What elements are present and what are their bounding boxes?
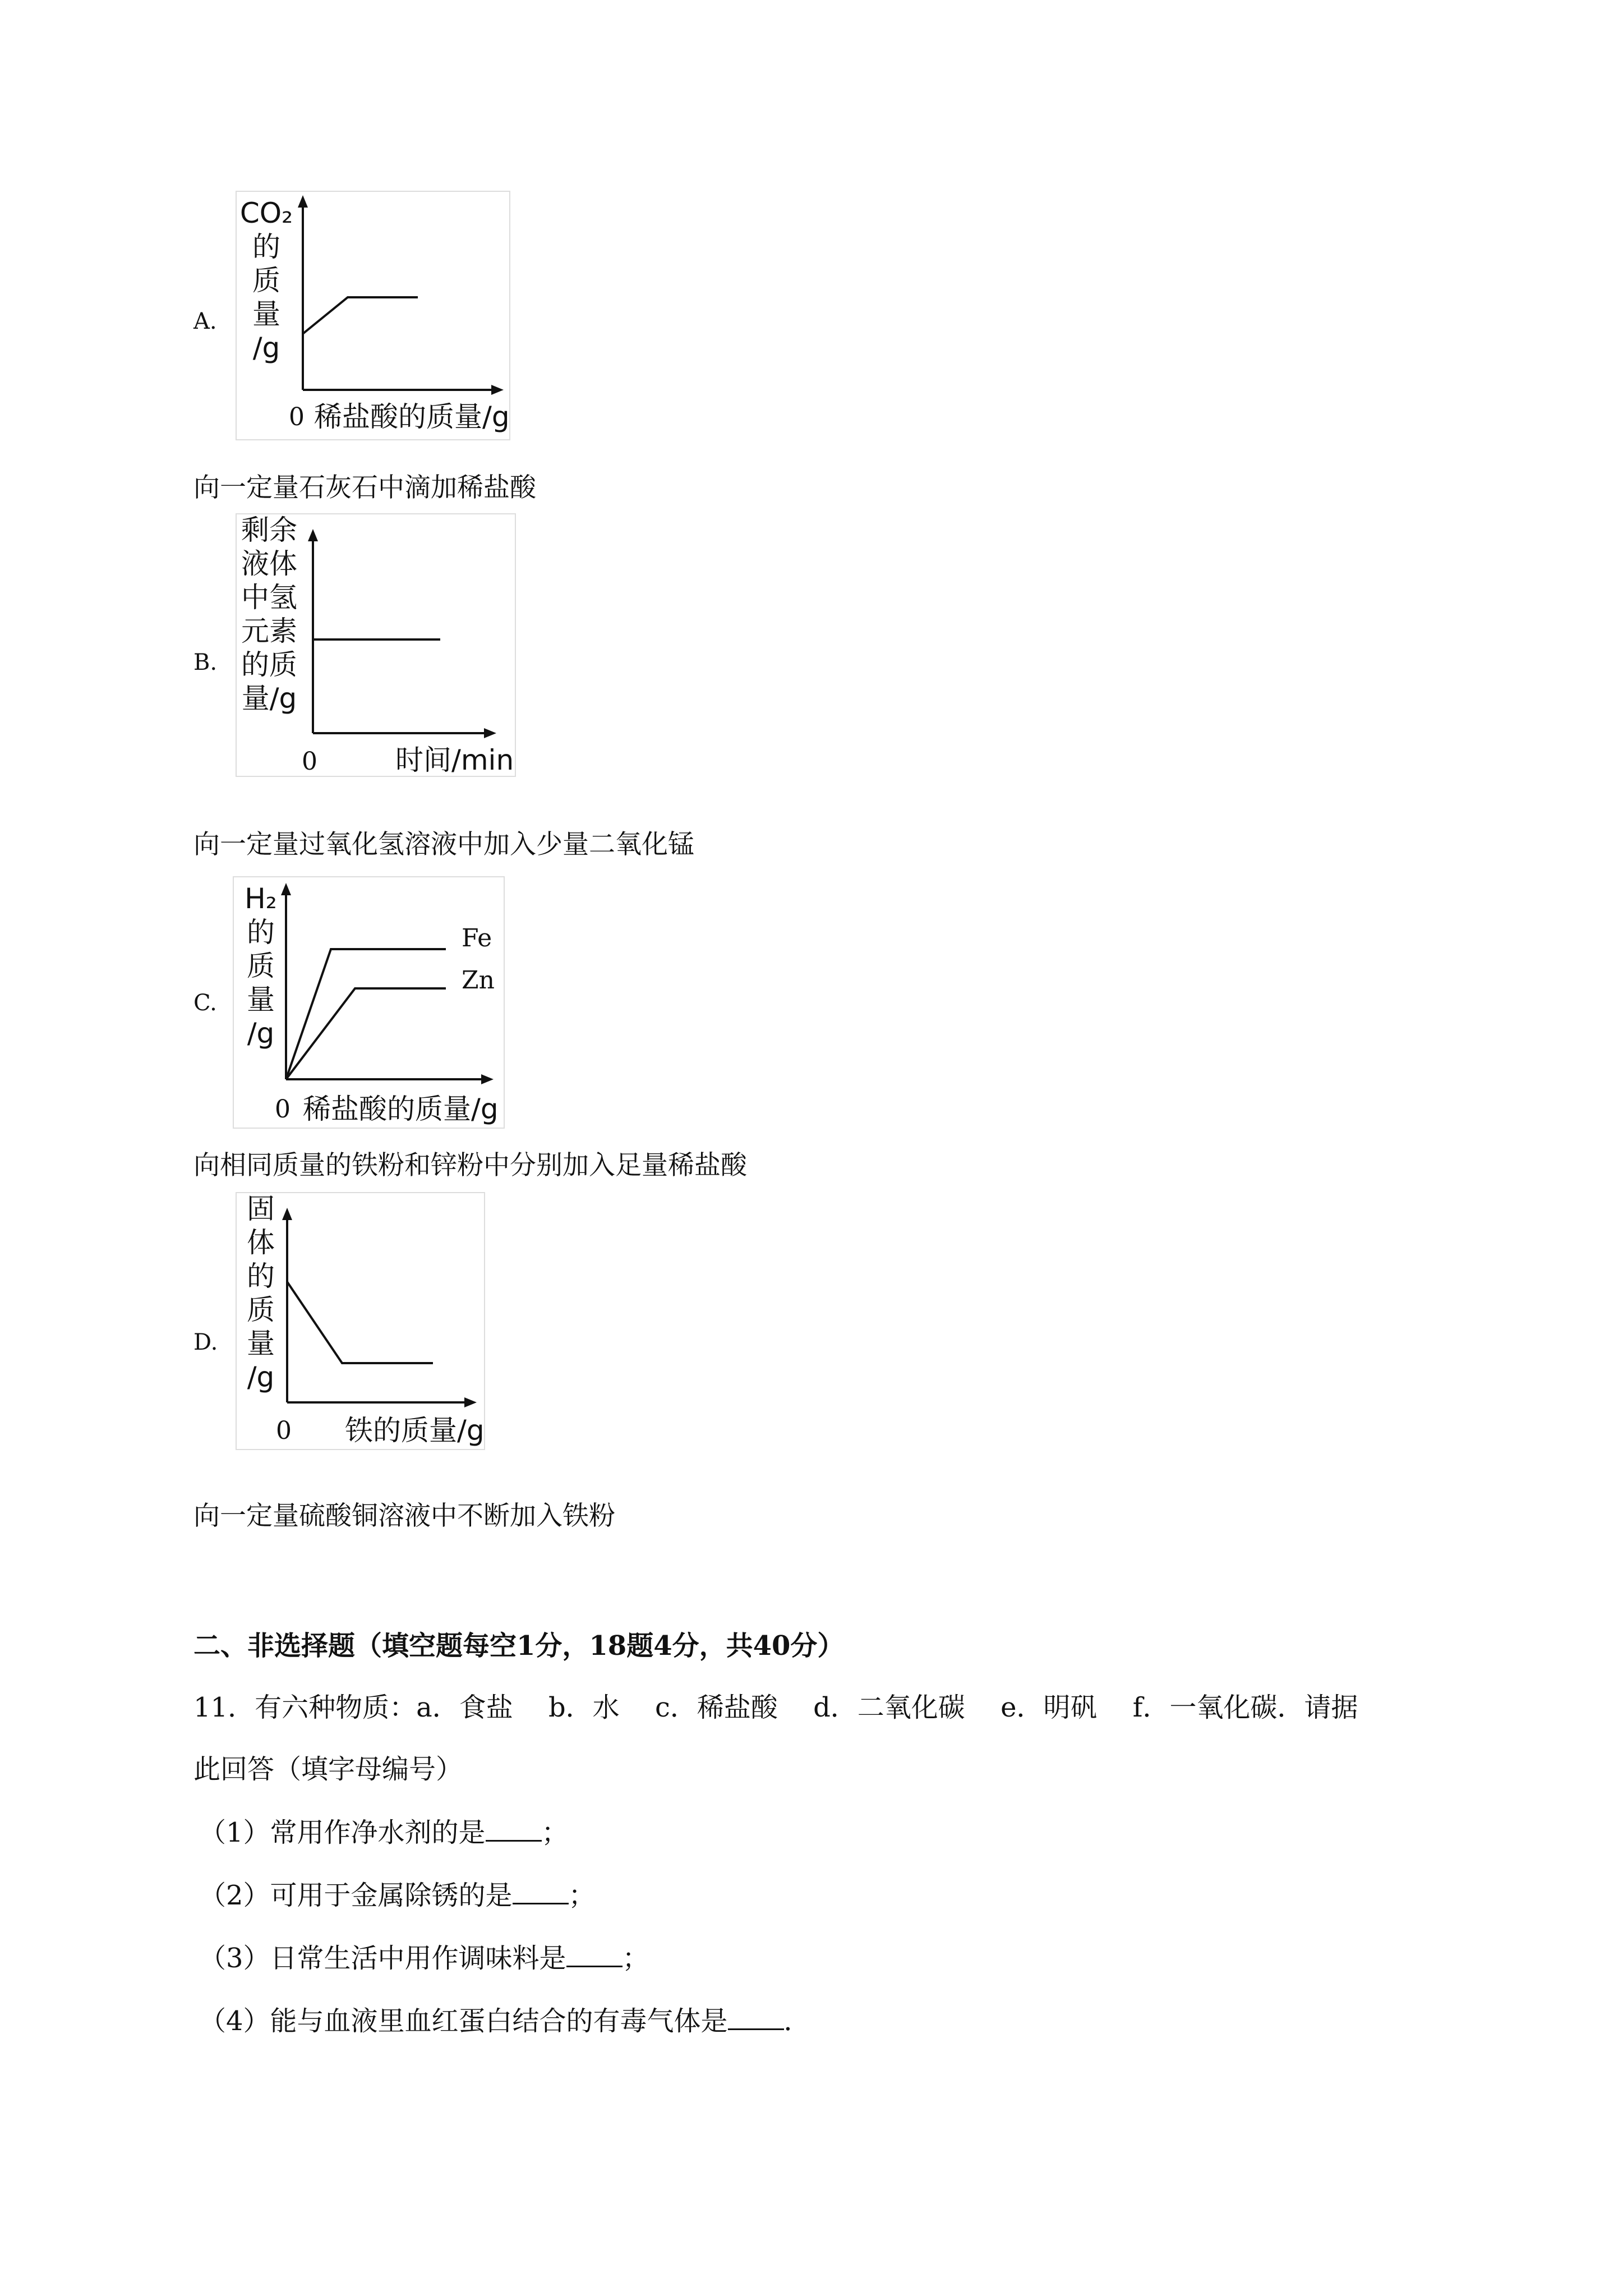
question-item-3: （3）日常生活中用作调味料是 ； bbox=[199, 1936, 649, 1975]
option-a-letter: A. bbox=[193, 309, 217, 334]
option-c-zn-curve bbox=[286, 988, 446, 1079]
option-c-fe-label: Fe bbox=[462, 924, 492, 953]
question-item-4: （4）能与血液里血红蛋白结合的有毒气体是 ． bbox=[199, 1999, 811, 2038]
option-d-letter: D. bbox=[193, 1329, 218, 1355]
option-b-y-label: 剩余 液体 中氢 元素 的质 量/g bbox=[241, 514, 297, 715]
option-b-letter: B. bbox=[193, 650, 218, 675]
option-d-caption: 向一定量硫酸铜溶液中不断加入铁粉 bbox=[193, 1501, 615, 1531]
option-c-y-label: H₂ 的 质 量 /g bbox=[245, 882, 277, 1050]
option-b-caption: 向一定量过氧化氢溶液中加入少量二氧化锰 bbox=[193, 829, 694, 860]
option-b-x-arrow bbox=[484, 728, 496, 738]
option-c-caption: 向相同质量的铁粉和锌粉中分别加入足量稀盐酸 bbox=[193, 1150, 747, 1181]
option-c-x-arrow bbox=[481, 1074, 494, 1084]
option-b-y-arrow bbox=[308, 529, 318, 541]
option-a-curve bbox=[303, 297, 418, 334]
option-a-x-arrow bbox=[491, 385, 504, 395]
option-a-caption: 向一定量石灰石中滴加稀盐酸 bbox=[193, 472, 536, 503]
option-d-x-arrow bbox=[464, 1397, 477, 1407]
option-d-y-label: 固 体 的 质 量 /g bbox=[247, 1193, 275, 1393]
option-d-curve bbox=[287, 1282, 433, 1363]
question-item-2: （2）可用于金属除锈的是 ； bbox=[199, 1874, 596, 1912]
option-c-graph bbox=[233, 876, 505, 1129]
option-c-fe-curve bbox=[286, 949, 446, 1079]
option-b-origin: 0 bbox=[302, 747, 317, 776]
option-b-graph bbox=[236, 513, 516, 777]
answer-blank-3[interactable] bbox=[566, 1939, 623, 1967]
answer-blank-1[interactable] bbox=[486, 1813, 542, 1842]
option-d-origin: 0 bbox=[276, 1416, 292, 1445]
question-item-1: （1）常用作净水剂的是 ； bbox=[199, 1811, 569, 1849]
option-d-graph bbox=[236, 1192, 485, 1450]
option-a-y-label: CO₂ 的 质 量 /g bbox=[239, 197, 293, 364]
option-b-x-label: 时间/min bbox=[395, 744, 514, 776]
question-stem-line1: 11．有六种物质：a．食盐 b．水 c．稀盐酸 d．二氧化碳 e．明矾 f．一氧化碳．请据 bbox=[193, 1692, 1358, 1723]
section-title: 二、非选择题（填空题每空1分，18题4分，共40分） bbox=[193, 1630, 845, 1662]
answer-blank-4[interactable] bbox=[728, 2001, 784, 2030]
option-a-y-arrow bbox=[298, 195, 308, 208]
option-c-letter: C. bbox=[193, 990, 217, 1016]
option-a-graph bbox=[236, 191, 510, 440]
option-d-x-label: 铁的质量/g bbox=[345, 1414, 485, 1447]
option-c-x-label: 稀盐酸的质量/g bbox=[303, 1093, 499, 1125]
answer-blank-2[interactable] bbox=[513, 1876, 569, 1904]
option-a-origin: 0 bbox=[289, 403, 305, 431]
option-c-zn-label: Zn bbox=[462, 966, 495, 995]
option-c-origin: 0 bbox=[275, 1095, 291, 1124]
option-a-x-label: 稀盐酸的质量/g bbox=[314, 401, 510, 433]
question-stem-line2: 此回答（填字母编号） bbox=[193, 1754, 463, 1785]
